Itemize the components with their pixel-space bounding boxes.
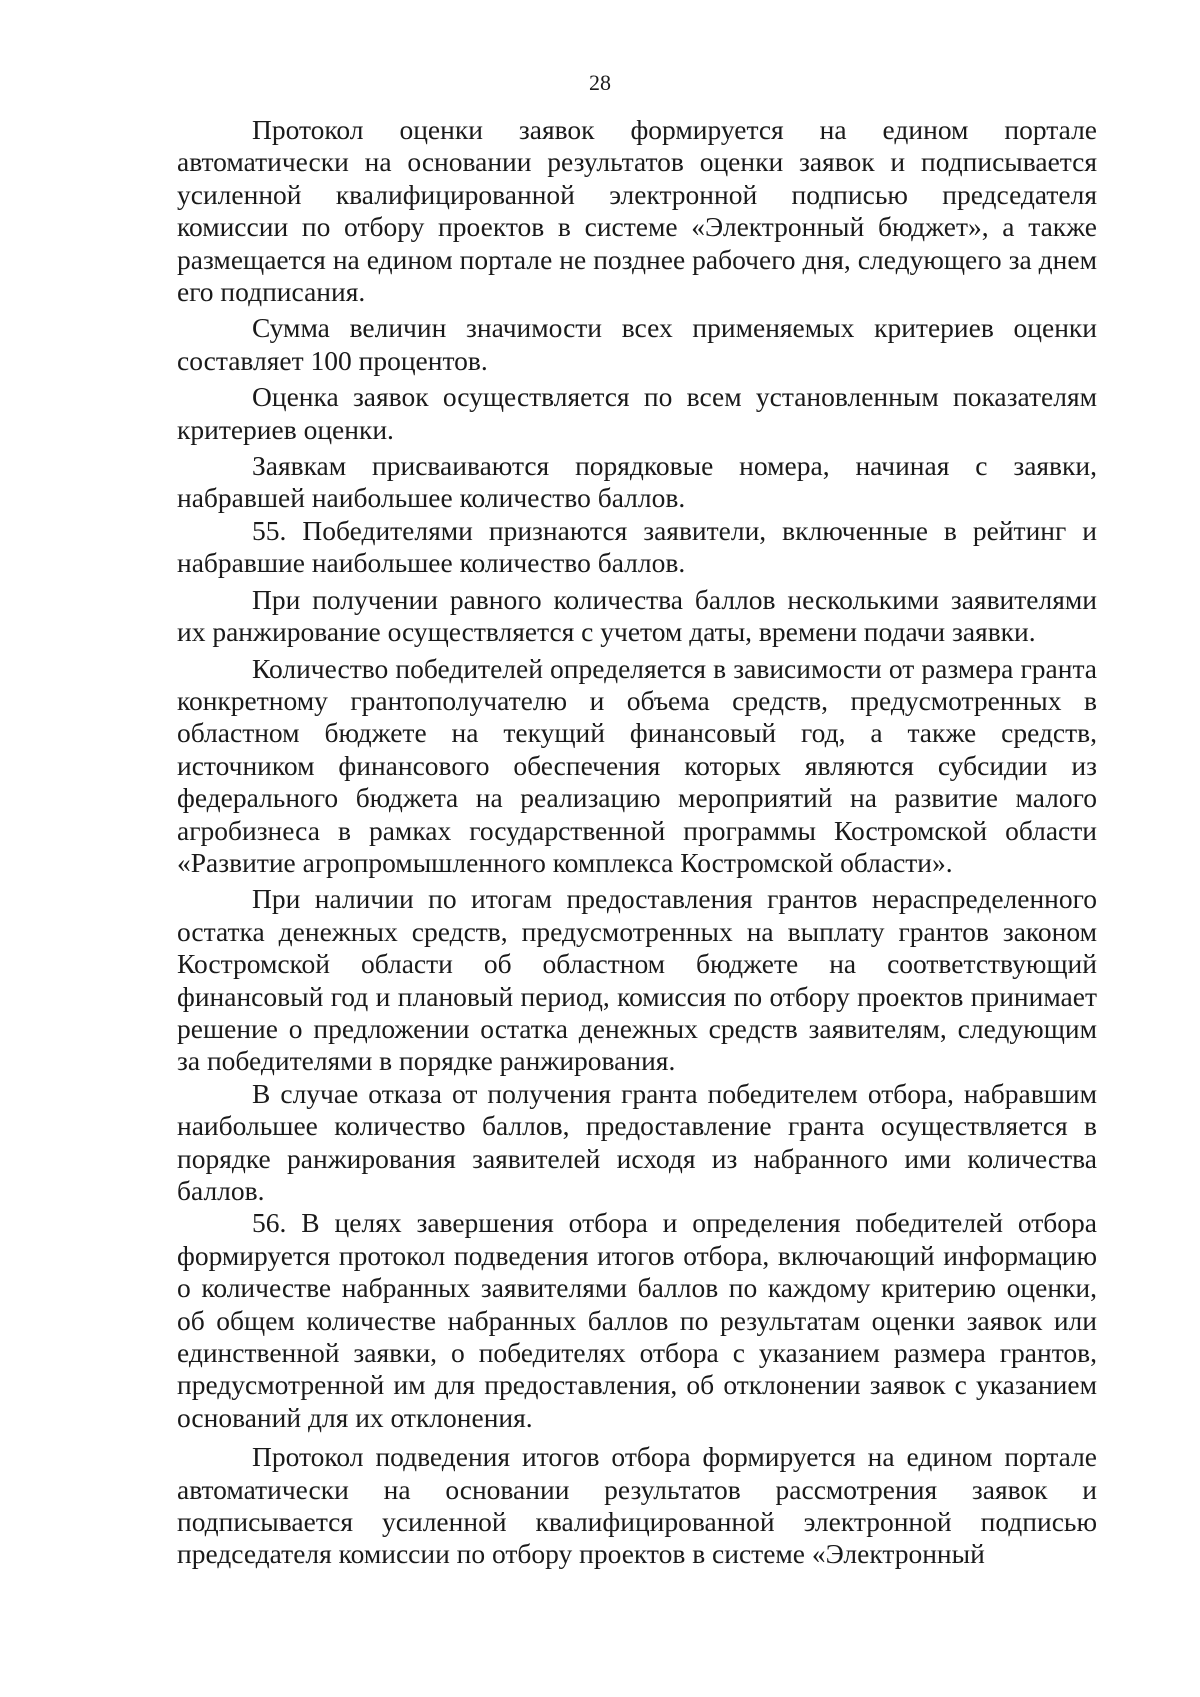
paragraph-evaluation-indicators: Оценка заявок осуществляется по всем установленным показателям критериев оценки. (177, 381, 1097, 445)
paragraph-ordinal-numbers: Заявкам присваиваются порядковые номера, начиная с заявки, набравшей наибольшее количество баллов. (177, 450, 1097, 514)
paragraph-criteria-sum: Сумма величин значимости всех применяемых критериев оценки составляет 100 процентов. (177, 312, 1097, 376)
paragraph-equal-points: При получении равного количества баллов несколькими заявителями их ранжирование осуществляется с учетом даты, времени подачи заявки. (177, 583, 1097, 648)
document-body (177, 114, 1097, 1571)
paragraph-protocol-evaluation: Протокол оценки заявок формируется на едином портале автоматически на основании результатов оценки заявок и подписывается усиленной квалифицированной электронной подписью председателя комиссии по отбору проектов в системе «Электронный бюджет», а также размещается на едином портале не позднее рабочего дня, следующего за днем его подписания. (177, 114, 1097, 308)
paragraph-refusal: В случае отказа от получения гранта победителем отбора, набравшим наибольшее количество баллов, предоставление гранта осуществляется в порядке ранжирования заявителей исходя из набранного ими количества баллов. (177, 1077, 1097, 1206)
paragraph-remaining-funds: При наличии по итогам предоставления грантов нераспределенного остатка денежных средств, предусмотренных на выплату грантов законом Костромской области об областном бюджете на соответствующий финансовый год и плановый период, комиссия по отбору проектов принимает решение о предложении остатка денежных средств заявителям, следующим за победителями в порядке ранжирования. (177, 883, 1097, 1077)
paragraph-56-final-protocol: 56. В целях завершения отбора и определения победителей отбора формируется протокол подведения итогов отбора, включающий информацию о количестве набранных заявителями баллов по каждому критерию оценки, об общем количестве набранных баллов по результатам оценки заявок или единственной заявки, о победителях отбора с указанием размера грантов, предусмотренной им для предоставления, об отклонении заявок с указанием оснований для их отклонения. (177, 1207, 1097, 1433)
paragraph-55-winners: 55. Победителями признаются заявители, включенные в рейтинг и набравшие наибольшее количество баллов. (177, 514, 1097, 579)
page-number: 28 (589, 70, 611, 95)
paragraph-number-of-winners: Количество победителей определяется в зависимости от размера гранта конкретному грантополучателю и объема средств, предусмотренных в областном бюджете на текущий финансовый год, а также средств, источником финансового обеспечения которых являются субсидии из федерального бюджета на реализацию мероприятий на развитие малого агробизнеса в рамках государственной программы Костромской области «Развитие агропромышленного комплекса Костромской области». (177, 652, 1097, 878)
paragraph-final-protocol-signing: Протокол подведения итогов отбора формируется на едином портале автоматически на основании результатов рассмотрения заявок и подписывается усиленной квалифицированной электронной подписью председателя комиссии по отбору проектов в системе «Электронный (177, 1441, 1097, 1570)
